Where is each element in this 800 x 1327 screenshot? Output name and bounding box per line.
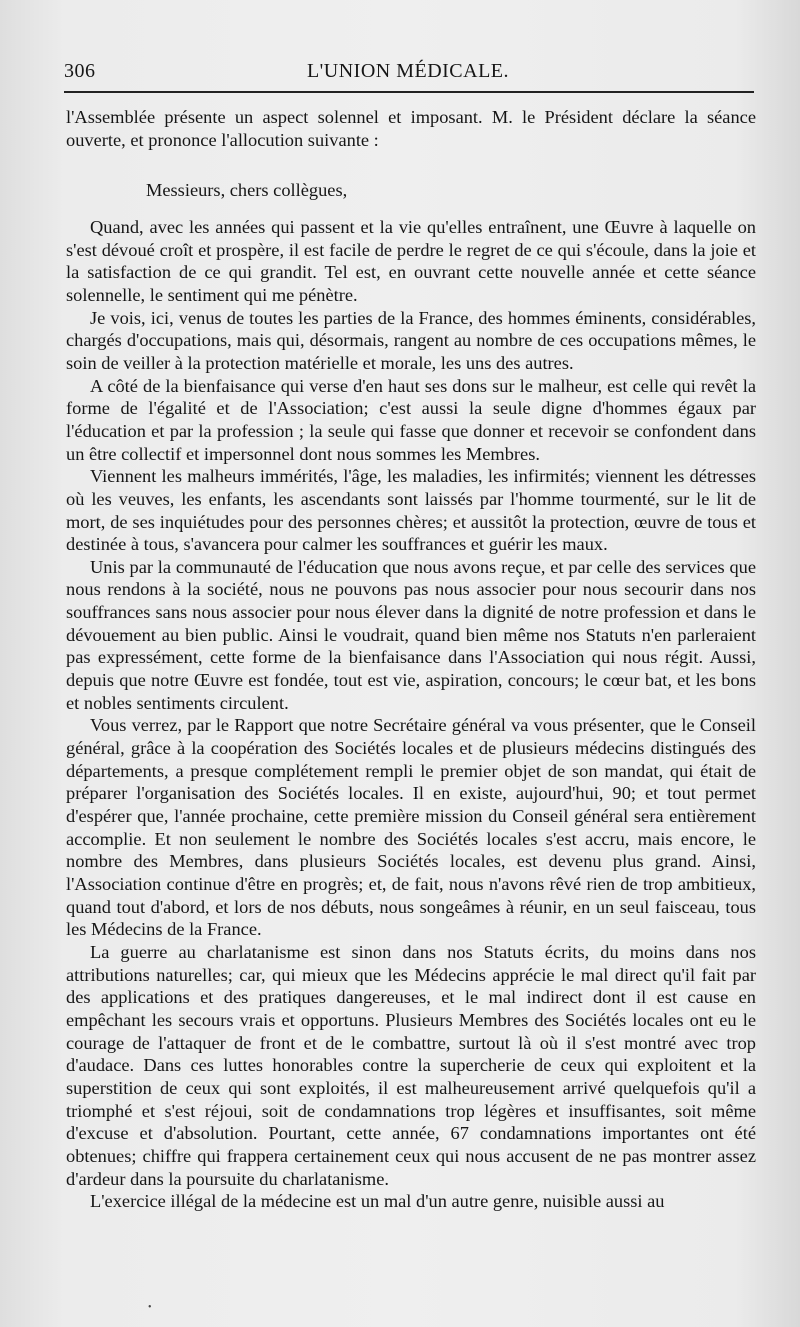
header-rule — [64, 91, 754, 93]
paragraph: L'exercice illégal de la médecine est un mal d'un autre genre, nuisible aussi au — [90, 1191, 665, 1212]
page-header — [64, 58, 752, 88]
paragraph: La guerre au charlatanisme est sinon dans nos Statuts écrits, du moins dans nos attributions naturelles; car, qui mieux que les Médecins apprécie le mal direct qu'il fait par des applications et des pratiques dangereuses, et le mal indirect dont il est cause en empêchant les secours vrais et opportuns. Plusieurs Membres des Sociétés locales ont eu le courage de l'attaquer de front et de le combattre, surtout là où il s'est montré avec trop d'audace. Dans ces luttes honorables contre la supercherie de ceux qui exploitent et la superstition de ceux qui sont exploités, il est malheureusement arrivé quelquefois qu'il a triomphé et s'est réjoui, soit de condamnations trop légères et insuffisantes, soit même d'excuse et d'absolution. Pourtant, cette année, 67 condamnations importantes ont été obtenues; chiffre qui frappera certainement ceux qui nous accusent de ne pas montrer assez d'ardeur dans la poursuite du charlatanisme. — [66, 941, 756, 1189]
paragraph: Viennent les malheurs immérités, l'âge, les maladies, les infirmités; viennent les détresses où les veuves, les enfants, les ascendants sont laissés par l'homme tourmenté, sur le lit de mort, de ses inquiétudes pour des personnes chères; et aussitôt la protection, œuvre de tous et destinée à tous, s'avancera pour calmer les souffrances et guérir les maux. — [66, 466, 756, 555]
paragraph: A côté de la bienfaisance qui verse d'en haut ses dons sur le malheur, est celle qui revêt la forme de l'égalité et de l'Association; c'est aussi la seule digne d'hommes égaux par l'éducation et par la profession ; la seule qui fasse que donner et recevoir se confondent dans un être collectif et impersonnel dont nous sommes les Membres. — [66, 375, 756, 464]
running-head: L'UNION MÉDICALE. — [306, 60, 510, 82]
footer-dot: • — [148, 1302, 152, 1313]
body-text — [66, 106, 756, 1213]
paragraph: l'Assemblée présente un aspect solennel et imposant. M. le Président déclare la séance ouverte, et prononce l'allocution suivante : — [66, 107, 756, 150]
paragraph: Quand, avec les années qui passent et la vie qu'elles entraînent, une Œuvre à laquelle on s'est dévoué croît et prospère, il est facile de perdre le regret de ce qui s'écoule, dans la joie et la satisfaction de ce qui grandit. Tel est, en ouvrant cette nouvelle année et cette séance solennelle, le sentiment qui me pénètre. — [66, 216, 756, 305]
paragraph: Je vois, ici, venus de toutes les parties de la France, des hommes éminents, considérables, chargés d'occupations, mais qui, désormais, rangent au nombre de ces occupations mêmes, le soin de veiller à la protection matérielle et morale, les uns des autres. — [66, 307, 756, 373]
salutation: Messieurs, chers collègues, — [146, 180, 348, 201]
page-number: 306 — [64, 60, 96, 82]
paragraph: Unis par la communauté de l'éducation que nous avons reçue, et par celle des services que nous rendons à la société, nous ne pouvons pas nous associer pour nous secourir dans nos souffrances sans nous associer pour nous élever dans la dignité de notre profession et dans le dévouement au bien public. Ainsi le voudrait, quand bien même nos Statuts n'en parleraient pas expressément, cette forme de la bienfaisance dans l'Association qui nous régit. Aussi, depuis que notre Œuvre est fondée, tout est vie, aspiration, concours; le cœur bat, et les bons et nobles sentiments circulent. — [66, 556, 756, 713]
paragraph: Vous verrez, par le Rapport que notre Secrétaire général va vous présenter, que le Conseil général, grâce à la coopération des Sociétés locales et de plusieurs médecins distingués des départements, a presque complétement rempli le premier objet de son mandat, qui était de préparer l'organisation des Sociétés locales. Il en existe, aujourd'hui, 90; et tout permet d'espérer que, l'année prochaine, cette première mission du Conseil général sera entièrement accomplie. Et non seulement le nombre des Sociétés locales s'est accru, mais encore, le nombre des Membres, dans plusieurs Sociétés locales, est devenu plus grand. Ainsi, l'Association continue d'être en progrès; et, de fait, nous n'avons rêvé rien de trop ambitieux, quand tout d'abord, et lors de nos débuts, nous songeâmes à réunir, en un seul faisceau, tous les Médecins de la France. — [66, 715, 756, 940]
